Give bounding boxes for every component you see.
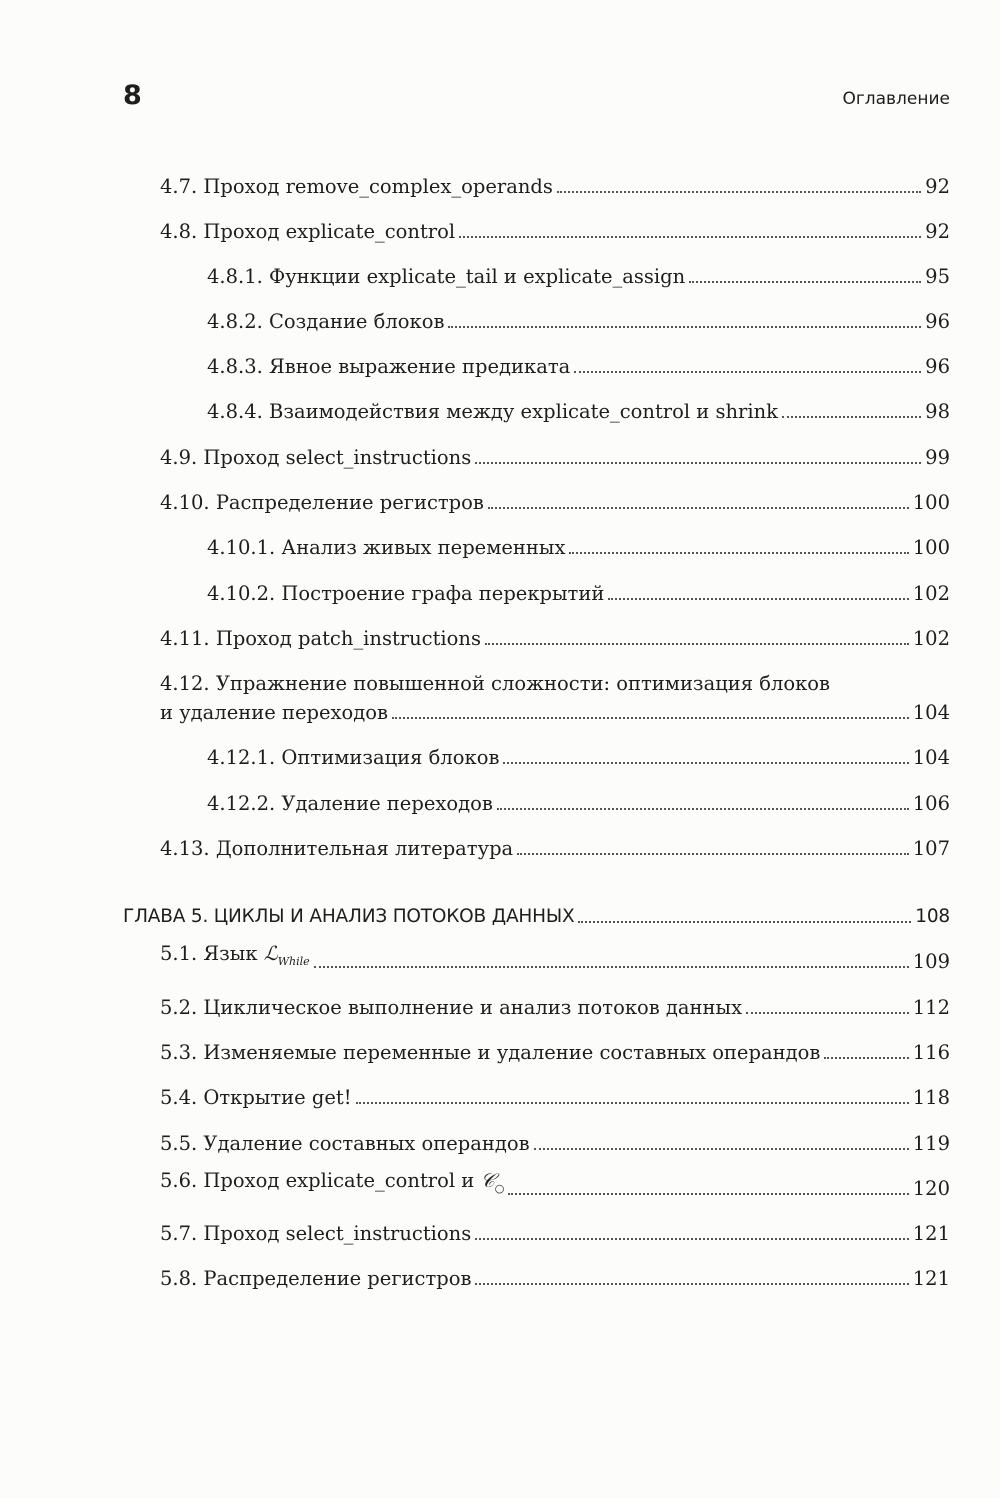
toc-entry-title: 4.13. Дополнительная литература: [160, 837, 514, 860]
toc-entry-4-13[interactable]: [160, 834, 950, 862]
dot-leader: [578, 921, 911, 923]
toc-page-number: 121: [912, 1222, 950, 1245]
toc-entry-title: 4.10.2. Построение графа перекрытий: [207, 582, 605, 605]
dot-leader: [459, 236, 921, 238]
toc-entry-title: [160, 1168, 504, 1202]
toc-entry-title: 4.7. Проход remove_complex_operands: [160, 175, 553, 198]
dot-leader: [485, 643, 909, 645]
toc-entry-4-8-1[interactable]: [207, 262, 950, 290]
toc-entry-title: 4.8.1. Функции explicate_tail и explicate_assign: [207, 265, 686, 288]
toc-entry-title-text: 5.1. Язык: [160, 942, 264, 965]
dot-leader: [503, 762, 908, 764]
toc-page-number: 120: [912, 1177, 950, 1200]
toc-entry-title: 5.2. Циклическое выполнение и анализ потоков данных: [160, 996, 743, 1019]
toc-page-number: 121: [912, 1267, 950, 1290]
toc-entry-title: 5.8. Распределение регистров: [160, 1267, 472, 1290]
toc-entry-title: 5.3. Изменяемые переменные и удаление составных операндов: [160, 1041, 821, 1064]
toc-entry-title: 4.12.2. Удаление переходов: [207, 792, 493, 815]
dot-leader: [508, 1193, 908, 1195]
toc-entry-title: 4.12.1. Оптимизация блоков: [207, 746, 500, 769]
toc-page-number: 102: [912, 627, 950, 650]
dot-leader: [746, 1012, 909, 1014]
toc-entry-4-8[interactable]: [160, 217, 950, 245]
dot-leader: [782, 416, 921, 418]
toc-entry-4-10-1[interactable]: [207, 533, 950, 561]
toc-page-number: 102: [912, 582, 950, 605]
toc-page-number: 106: [912, 792, 950, 815]
toc-page-number: 104: [912, 701, 950, 724]
toc-page-number: 112: [912, 996, 950, 1019]
toc-entry-5-4[interactable]: [160, 1083, 950, 1111]
toc-entry-4-8-3[interactable]: [207, 352, 950, 380]
toc-page-number: 108: [915, 906, 950, 927]
dot-leader: [356, 1102, 909, 1104]
toc-entry-5-3[interactable]: [160, 1038, 950, 1066]
dot-leader: [475, 1238, 909, 1240]
toc-page-number: 107: [912, 837, 950, 860]
dot-leader: [392, 717, 909, 719]
toc-page-number: 98: [925, 400, 950, 423]
dot-leader: [314, 966, 909, 968]
language-symbol: ℒ: [263, 942, 278, 965]
toc-entry-title: 5.4. Открытие get!: [160, 1086, 352, 1109]
toc-entry-4-12[interactable]: [160, 698, 950, 726]
toc-entry-title: 4.10. Распределение регистров: [160, 491, 484, 514]
toc-entry-4-12-1[interactable]: [207, 743, 950, 771]
toc-entry-4-10[interactable]: [160, 488, 950, 516]
toc-page-number: 92: [925, 220, 950, 243]
toc-page-number: 99: [925, 446, 950, 469]
toc-page-number: 119: [912, 1132, 950, 1155]
toc-entry-title: 4.8. Проход explicate_control: [160, 220, 456, 243]
toc-entry-4-12-2[interactable]: [207, 789, 950, 817]
language-subscript: While: [277, 955, 310, 968]
toc-entry-title: [160, 941, 310, 975]
dot-leader: [497, 808, 909, 810]
toc-page-number: 96: [925, 355, 950, 378]
dot-leader: [517, 853, 909, 855]
toc-entry-title: 5.5. Удаление составных операндов: [160, 1132, 530, 1155]
toc-page-number: 100: [912, 536, 950, 559]
toc-entry-title: и удаление переходов: [160, 701, 388, 724]
toc-entry-4-7[interactable]: [160, 172, 950, 200]
toc-entry-5-2[interactable]: [160, 993, 950, 1021]
toc-entry-5-5[interactable]: [160, 1129, 950, 1157]
toc-entry-5-6[interactable]: [160, 1169, 950, 1202]
dot-leader: [824, 1057, 908, 1059]
toc-entry-title: 4.8.2. Создание блоков: [207, 310, 445, 333]
toc-page-number: 95: [925, 265, 950, 288]
toc-entry-title: 5.7. Проход select_instructions: [160, 1222, 472, 1245]
toc-page-number: 116: [912, 1041, 950, 1064]
toc-entry-4-8-4[interactable]: [207, 397, 950, 425]
running-title: Оглавление: [842, 89, 950, 109]
toc-entry-5-7[interactable]: [160, 1219, 950, 1247]
toc-entry-4-11[interactable]: [160, 624, 950, 652]
dot-leader: [475, 462, 921, 464]
toc-entry-4-9[interactable]: [160, 443, 950, 471]
dot-leader: [488, 507, 909, 509]
dot-leader: [534, 1148, 909, 1150]
toc-page-number: 104: [912, 746, 950, 769]
dot-leader: [689, 281, 921, 283]
toc-entry-title: 4.8.3. Явное выражение предиката: [207, 355, 571, 378]
toc-page-number: 92: [925, 175, 950, 198]
toc-entry-title-text: 5.6. Проход explicate_control и: [160, 1169, 481, 1192]
dot-leader: [608, 598, 908, 600]
language-symbol: 𝒞: [480, 1169, 495, 1192]
toc-entry-title: 4.11. Проход patch_instructions: [160, 627, 481, 650]
toc-page-number: 96: [925, 310, 950, 333]
dot-leader: [448, 326, 921, 328]
toc-entry-4-8-2[interactable]: [207, 307, 950, 335]
toc-entry-title: 4.10.1. Анализ живых переменных: [207, 536, 566, 559]
dot-leader: [557, 191, 921, 193]
dot-leader: [574, 371, 921, 373]
toc-page-number: 109: [912, 950, 950, 973]
toc-entry-title: 4.8.4. Взаимодействия между explicate_control и shrink: [207, 400, 778, 423]
toc-page-number: 100: [912, 491, 950, 514]
language-subscript: ○: [494, 1182, 505, 1195]
toc-entry-title: 4.9. Проход select_instructions: [160, 446, 472, 469]
toc-entry-4-10-2[interactable]: [207, 579, 950, 607]
toc-entry-4-12-line1[interactable]: 4.12. Упражнение повышенной сложности: оптимизация блоков: [160, 672, 831, 695]
toc-entry-5-8[interactable]: [160, 1264, 950, 1292]
toc-chapter-title: ГЛАВА 5. ЦИКЛЫ И АНАЛИЗ ПОТОКОВ ДАННЫХ: [123, 906, 575, 927]
toc-chapter-5[interactable]: [123, 902, 950, 930]
dot-leader: [569, 552, 908, 554]
page-number: 8: [123, 80, 142, 111]
dot-leader: [475, 1283, 908, 1285]
toc-entry-5-1[interactable]: [160, 942, 950, 975]
toc-page-number: 118: [912, 1086, 950, 1109]
